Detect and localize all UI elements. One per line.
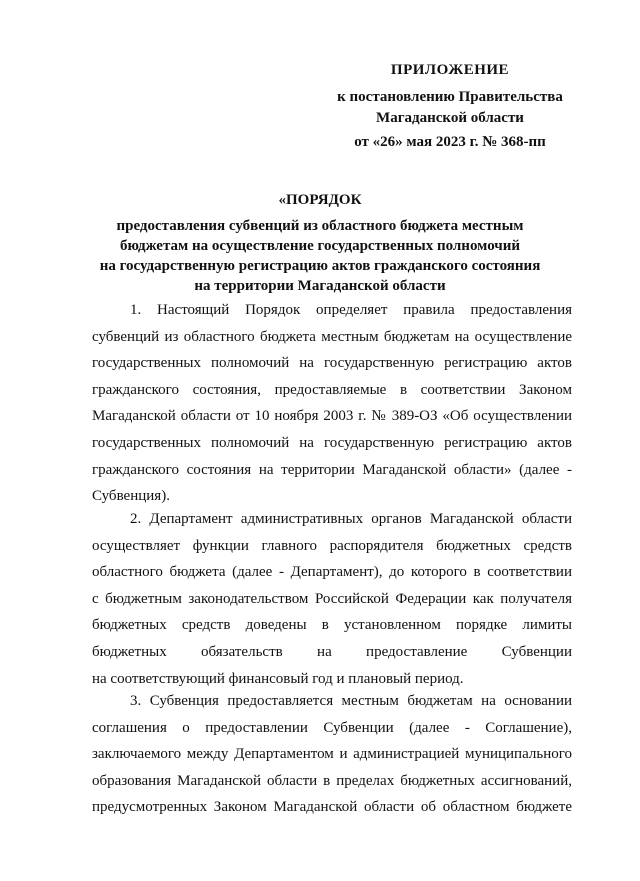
paragraph-line: заключаемого между Департаментом и администрацией муниципального xyxy=(92,746,572,763)
paragraph-3 xyxy=(92,688,572,821)
paragraph-line: субвенций из областного бюджета местным бюджетам на осуществление xyxy=(92,328,572,345)
paragraph-line: гражданского состояния на территории Магаданской области» (далее - xyxy=(92,461,572,478)
paragraph-line: осуществляет функции главного распорядителя бюджетных средств xyxy=(92,537,572,554)
appendix-line-3: от «26» мая 2023 г. № 368-пп xyxy=(354,134,546,150)
paragraph-line: бюджетных обязательств на предоставление Субвенции xyxy=(92,643,572,660)
title-line-3: на государственную регистрацию актов гражданского состояния xyxy=(99,258,541,274)
paragraph-line: соглашения о предоставлении Субвенции (далее - Соглашение), xyxy=(92,719,572,736)
title-line-2: бюджетам на осуществление государственных полномочий xyxy=(119,238,521,254)
paragraph-line: бюджетных средств доведены в установленном порядке лимиты xyxy=(92,617,572,634)
paragraph-line: 2. Департамент административных органов Магаданской области xyxy=(130,511,572,527)
paragraph-line: образования Магаданской области в пределах бюджетных ассигнований, xyxy=(92,772,572,789)
paragraph-line: предусмотренных Законом Магаданской области об областном бюджете xyxy=(92,799,572,816)
paragraph-1 xyxy=(92,297,572,510)
appendix-heading: ПРИЛОЖЕНИЕ xyxy=(390,62,510,78)
paragraph-line: государственных полномочий на государственную регистрацию актов xyxy=(92,434,572,451)
appendix-block xyxy=(300,60,600,153)
paragraph-line: Магаданской области от 10 ноября 2003 г. № 389-ОЗ «Об осуществлении xyxy=(92,408,572,425)
paragraph-line: 1. Настоящий Порядок определяет правила предоставления xyxy=(130,302,572,318)
appendix-line-2: Магаданской области xyxy=(376,110,524,126)
title-line-1: предоставления субвенций из областного бюджета местным xyxy=(116,218,524,234)
title-main: «ПОРЯДОК xyxy=(278,192,362,208)
paragraph-line: Субвенция). xyxy=(92,488,170,505)
paragraph-line: с бюджетным законодательством Российской Федерации как получателя xyxy=(92,590,572,607)
paragraph-line: 3. Субвенция предоставляется местным бюджетам на основании xyxy=(130,693,572,709)
paragraph-line: на соответствующий финансовый год и плановый период. xyxy=(92,670,464,687)
paragraph-line: государственных полномочий на государственную регистрацию актов xyxy=(92,355,572,372)
appendix-line-1: к постановлению Правительства xyxy=(337,89,563,105)
title-line-4: на территории Магаданской области xyxy=(194,278,446,294)
paragraph-2 xyxy=(92,506,572,692)
paragraph-line: гражданского состояния, предоставляемые в соответствии Законом xyxy=(92,381,572,398)
paragraph-line: областного бюджета (далее - Департамент), до которого в соответствии xyxy=(92,564,572,581)
document-title xyxy=(60,190,580,296)
